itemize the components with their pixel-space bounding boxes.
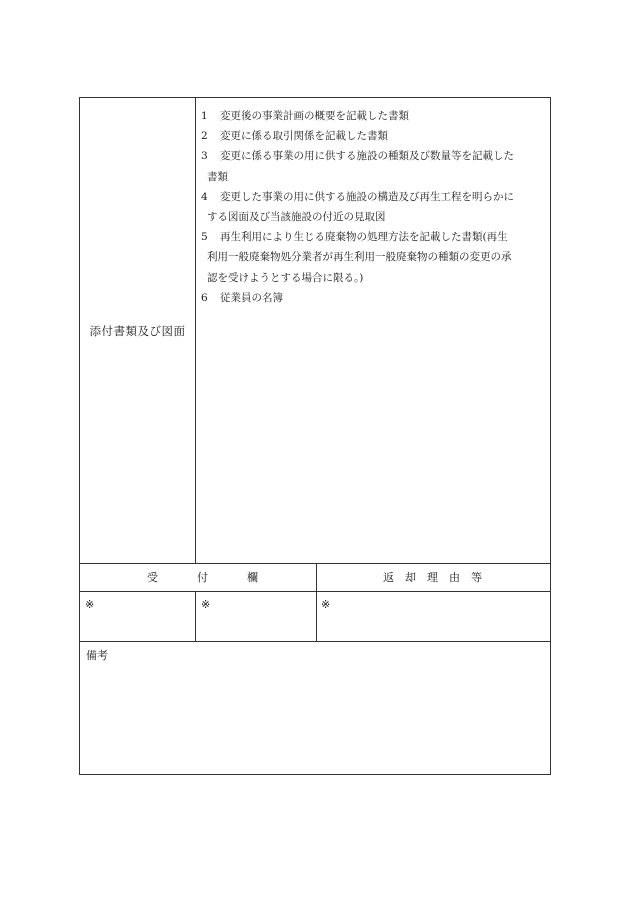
attachment-item-text: [220, 106, 549, 126]
remarks-label: 備考: [86, 649, 108, 662]
attachment-item-text: [220, 126, 549, 146]
attachment-item-line: する図面及び当該施設の付近の見取図: [207, 211, 386, 224]
attachments-label-text: 添付書類及び図面: [89, 323, 186, 338]
reception-header-char-1: 受: [147, 571, 158, 584]
reception-header-char-3: 欄: [247, 571, 258, 584]
divider-reception-bottom: [80, 641, 550, 642]
return-reason-header-char-3: 理: [427, 571, 438, 584]
attachment-item-line: 変更に係る取引関係を記載した書類: [220, 130, 388, 143]
attachment-item-line: 変更に係る事業の用に供する施設の種類及び数量等を記載した: [220, 150, 514, 163]
attachment-item-number: 4: [201, 190, 208, 203]
attachment-item-text: [207, 227, 549, 288]
attachments-label: [80, 98, 195, 563]
attachment-item: [201, 146, 549, 186]
return-reason-header: [317, 563, 550, 591]
attachment-item: [201, 126, 549, 146]
attachment-item-text: [207, 146, 549, 186]
attachment-item: [201, 106, 549, 126]
attachment-item: [201, 288, 549, 308]
attachment-item-number: 2: [201, 130, 208, 143]
return-reason-header-char-4: 由: [449, 571, 460, 584]
application-form-table: [79, 97, 551, 775]
attachments-list: [201, 106, 549, 308]
reception-header: [80, 563, 316, 591]
attachment-item-line: 変更後の事業計画の概要を記載した書類: [220, 110, 409, 122]
attachment-item-number: 1: [201, 110, 208, 122]
reception-header-char-2: 付: [197, 571, 208, 584]
attachment-item-number: 3: [201, 150, 208, 163]
attachment-item: [201, 187, 549, 227]
attachment-item-line: 従業員の名簿: [220, 291, 283, 304]
attachment-item-text: [220, 288, 549, 308]
attachment-item: [201, 227, 549, 288]
reception-mark-left: ※: [85, 598, 95, 611]
divider-header-bottom: [80, 591, 550, 592]
return-reason-mark: ※: [321, 598, 331, 611]
return-reason-header-char-1: 返: [383, 571, 394, 584]
return-reason-header-char-5: 等: [471, 571, 482, 584]
attachment-item-number: 6: [201, 291, 208, 304]
attachment-item-line: 認を受けようとする場合に限る。): [207, 271, 364, 284]
divider-reception-split: [195, 591, 196, 641]
attachment-item-line: 変更した事業の用に供する施設の構造及び再生工程を明らかに: [220, 190, 514, 203]
attachment-item-line: 再生利用により生じる廃棄物の処理方法を記載した書類(再生: [220, 231, 508, 244]
attachment-item-text: [207, 187, 549, 227]
attachment-item-number: 5: [201, 231, 208, 244]
attachment-item-line: 書類: [207, 170, 228, 183]
reception-mark-right: ※: [201, 598, 211, 611]
attachment-item-line: 利用一般廃棄物処分業者が再生利用一般廃棄物の種類の変更の承: [207, 251, 512, 264]
return-reason-header-char-2: 却: [405, 571, 416, 584]
divider-label-column: [195, 98, 196, 563]
